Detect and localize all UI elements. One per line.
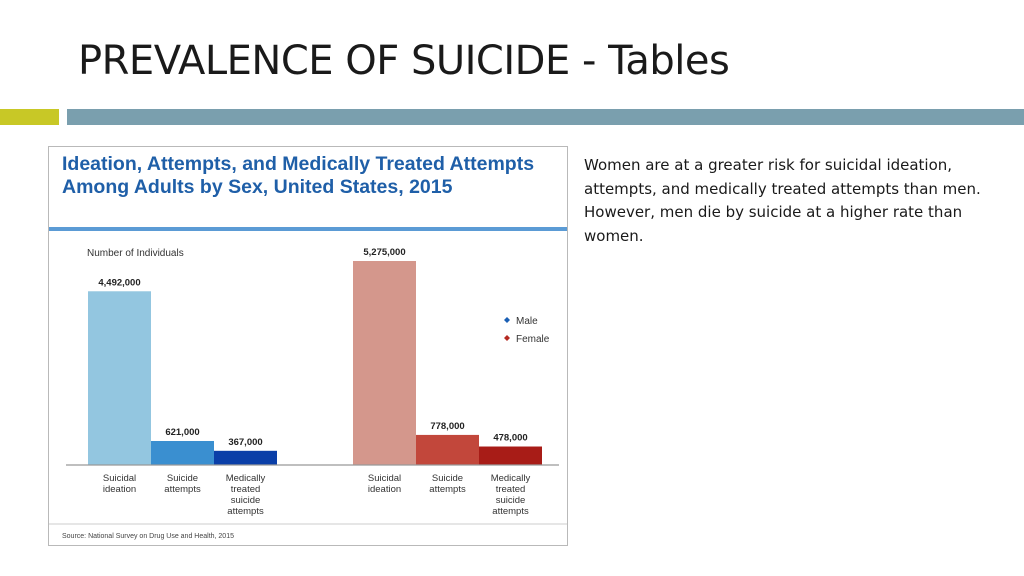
x-tick-label-female-3: Medically treated suicide attempts — [490, 473, 531, 517]
legend-marker-male — [504, 317, 510, 323]
bar-male-3 — [214, 451, 277, 465]
x-tick-label-male-2: Suicide attempts — [164, 473, 201, 495]
data-label-male-3: 367,000 — [228, 436, 263, 448]
chart-figure — [48, 146, 568, 546]
x-tick-label-male-1: Suicidal ideation — [102, 473, 137, 495]
data-label-female-3: 478,000 — [493, 432, 528, 444]
legend-label-female: Female — [516, 334, 550, 345]
bar-female-2 — [416, 435, 479, 465]
data-label-female-2: 778,000 — [430, 420, 465, 432]
y-axis-label: Number of Individuals — [87, 248, 184, 259]
source-note: Source: National Survey on Drug Use and Health, 2015 — [62, 533, 234, 540]
legend-marker-female — [504, 335, 510, 341]
legend-label-male: Male — [516, 316, 538, 327]
bar-chart — [49, 147, 567, 545]
data-label-male-2: 621,000 — [165, 426, 200, 438]
bar-female-3 — [479, 447, 542, 465]
slide-title: PREVALENCE OF SUICIDE - Tables — [78, 38, 730, 84]
x-tick-label-male-3: Medically treated suicide attempts — [225, 473, 266, 517]
data-label-male-1: 4,492,000 — [98, 277, 141, 289]
title-rule — [67, 109, 1024, 125]
bar-male-1 — [88, 291, 151, 465]
chart-title: Ideation, Attempts, and Medically Treated Attempts Among Adults by Sex, United States, 2015 — [62, 153, 535, 198]
summary-text: Women are at a greater risk for suicidal ideation, attempts, and medically treated attempts than men. However, men die by suicide at a higher rate than women. — [584, 156, 981, 245]
bar-female-1 — [353, 261, 416, 465]
bar-male-2 — [151, 441, 214, 465]
data-label-female-1: 5,275,000 — [363, 247, 406, 258]
x-tick-label-female-2: Suicide attempts — [429, 473, 466, 495]
accent-bar — [0, 109, 59, 125]
x-tick-label-female-1: Suicidal ideation — [367, 473, 402, 495]
